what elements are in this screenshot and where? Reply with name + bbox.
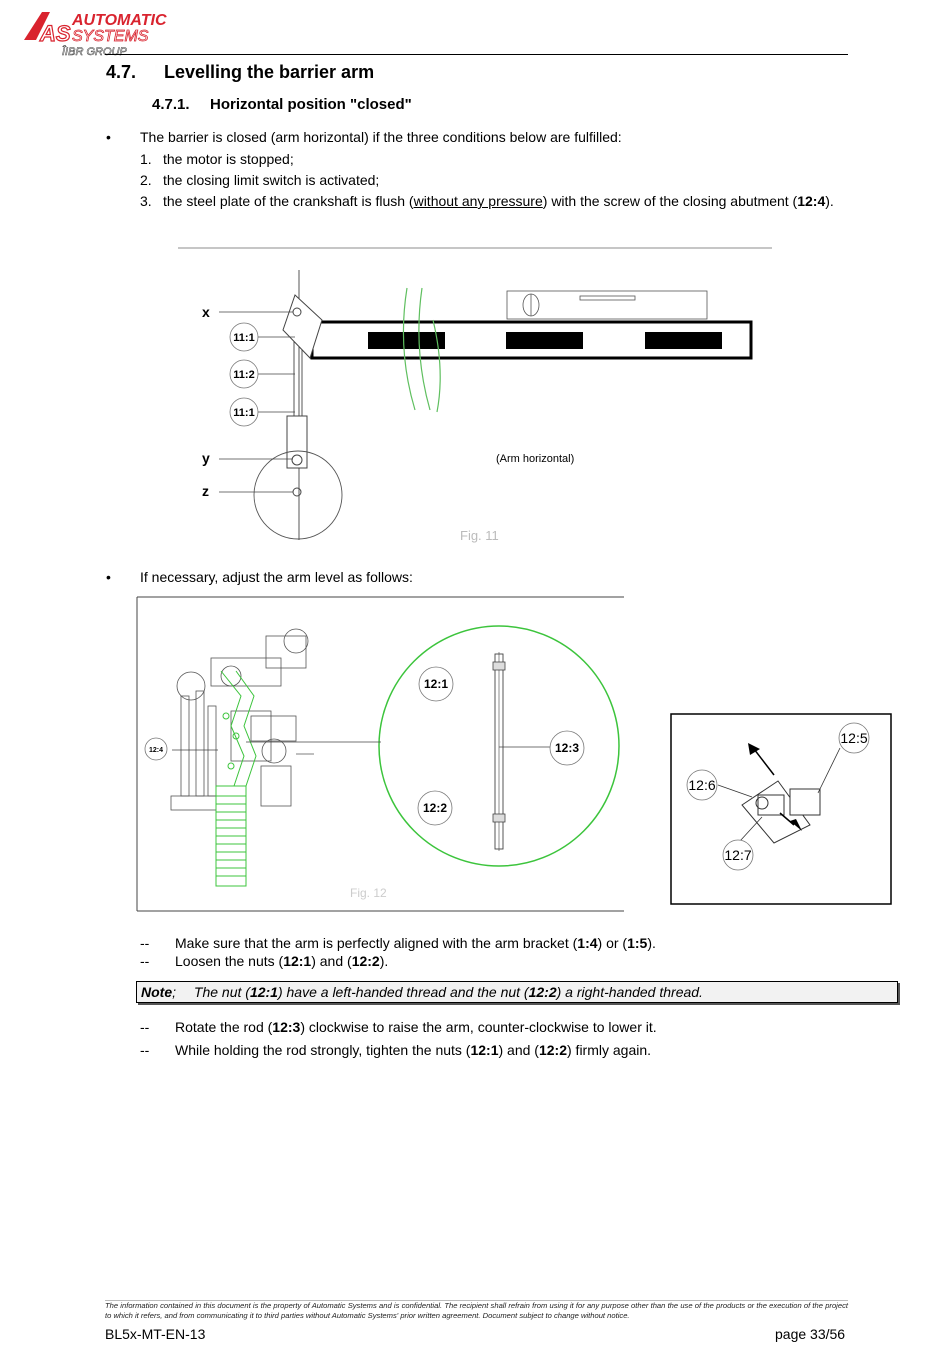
dash: -- xyxy=(140,1042,150,1058)
callout-11-1: 11:1 xyxy=(233,332,255,344)
step-text: Make sure that the arm is perfectly aligned with the arm bracket (1:4) or (1:5). xyxy=(175,935,656,951)
callout-11-2: 11:2 xyxy=(233,369,255,381)
callout-12-4: 12:4 xyxy=(148,747,164,754)
dash: -- xyxy=(140,1019,150,1035)
label-x: x xyxy=(202,304,210,320)
figure-12 xyxy=(136,596,626,912)
header-rule xyxy=(105,54,848,55)
document-id: BL5x-MT-EN-13 xyxy=(105,1326,206,1342)
label-y: y xyxy=(202,450,210,466)
condition-number: 2. xyxy=(140,172,152,188)
dash: -- xyxy=(140,953,150,969)
section-number: 4.7. xyxy=(106,62,137,82)
condition-number: 1. xyxy=(140,151,152,167)
page-number: page 33/56 xyxy=(775,1326,846,1342)
figure-11 xyxy=(175,240,775,545)
intro-text: The barrier is closed (arm horizontal) if the three conditions below are fulfilled: xyxy=(140,129,622,145)
arm-horizontal-caption: (Arm horizontal) xyxy=(496,453,575,465)
callout-12-5: 12:5 xyxy=(840,730,868,746)
dash: -- xyxy=(140,935,150,951)
callout-12-7: 12:7 xyxy=(724,847,752,863)
section-heading xyxy=(106,62,374,83)
adjust-text: If necessary, adjust the arm level as follows: xyxy=(140,569,413,585)
fig12-caption: Fig. 12 xyxy=(350,886,387,900)
logo-mark: AS xyxy=(40,21,71,46)
subsection-number: 4.7.1. xyxy=(152,96,190,113)
step-text: While holding the rod strongly, tighten the nuts (12:1) and (12:2) firmly again. xyxy=(175,1042,652,1058)
callout-11-1b: 11:1 xyxy=(233,407,255,419)
bullet-dot: • xyxy=(106,129,111,145)
note-box: Note; The nut (12:1) have a left-handed thread and the nut (12:2) a right-handed thread. xyxy=(136,981,898,1003)
bullet-dot: • xyxy=(106,569,111,585)
callout-12-1: 12:1 xyxy=(423,677,449,691)
section-title: Levelling the barrier arm xyxy=(164,62,375,82)
logo-line2: SYSTEMS xyxy=(72,28,149,45)
callout-12-3: 12:3 xyxy=(554,741,580,755)
callout-12-2: 12:2 xyxy=(422,801,448,815)
note-label: Note xyxy=(141,984,173,1000)
step-text: Rotate the rod (12:3) clockwise to raise the arm, counter-clockwise to lower it. xyxy=(175,1019,657,1035)
callout-12-6: 12:6 xyxy=(688,777,716,793)
subsection-heading xyxy=(152,96,412,113)
label-z: z xyxy=(202,483,209,499)
step-text: Loosen the nuts (12:1) and (12:2). xyxy=(175,953,389,969)
figure-12-detail xyxy=(670,713,892,905)
logo-line1: AUTOMATIC xyxy=(72,12,167,29)
condition-number: 3. xyxy=(140,193,152,209)
subsection-title: Horizontal position "closed" xyxy=(210,96,412,113)
logo-group: ÎIBR GROUP xyxy=(62,46,127,58)
company-logo xyxy=(22,8,192,58)
condition-text: the steel plate of the crankshaft is flush (without any pressure) with the screw of the closing abutment (12:4). xyxy=(163,193,834,209)
condition-text: the motor is stopped; xyxy=(163,151,294,167)
fig11-caption: Fig. 11 xyxy=(460,528,499,543)
condition-text: the closing limit switch is activated; xyxy=(163,172,380,188)
footer-disclaimer: The information contained in this document is the property of Automatic Systems and is confidential. The recipient shall refrain from using it for any purpose other than the use of the products or the execution of the project to which it refers, and from communicating it to third parties without Automatic Systems' prior written agreement. Document subject to change without notice. xyxy=(105,1301,848,1320)
